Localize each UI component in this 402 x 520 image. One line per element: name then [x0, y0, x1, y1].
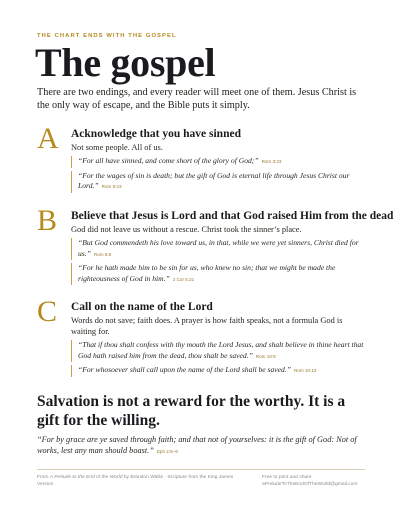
intro-paragraph: There are two endings, and every reader will meet one of them. Jesus Christ is the only way of escape, and the Bible puts it simply. — [37, 87, 357, 111]
step-content — [71, 128, 367, 193]
scripture-quote — [71, 171, 367, 193]
source-suffix: by Brandon Wallis · Scripture from the King James Version — [37, 475, 234, 487]
step-subtitle: Not some people. All of us. — [71, 143, 163, 152]
quote-text: “For the wages of sin is death; but the gift of God is eternal life through Jesus Christ our Lord.” — [78, 170, 350, 190]
section-kicker: THE CHART ENDS WITH THE GOSPEL — [37, 33, 177, 39]
book-title: A Prelude to the End of the World — [49, 475, 123, 480]
scripture-reference: Rom 10:13 — [293, 368, 317, 373]
scripture-reference: Rom 6:23 — [101, 184, 122, 189]
step-letter: A — [37, 122, 59, 155]
scripture-reference: Rom 10:9 — [255, 353, 276, 359]
scripture-quote — [71, 263, 367, 285]
quote-text: “But God commendeth his love toward us, in that, while we were yet sinners, Christ died for us.” — [78, 238, 359, 258]
scripture-reference: Rom 5:8 — [93, 251, 112, 257]
step-content — [71, 210, 394, 285]
step-title: Acknowledge that you have sinned — [71, 128, 241, 140]
quote-text: “For by grace are ye saved through faith; and that not of yourselves: it is the gift of God: Not of works, lest any man should boast.” — [37, 435, 357, 455]
source-prefix: From — [37, 475, 50, 480]
step-letter: C — [37, 295, 58, 328]
scripture-reference: Rom 3:23 — [261, 159, 282, 164]
contact-email: aPreludeToTheEndOfTheWorld@gmail.com — [262, 482, 358, 487]
scripture-reference: 2 Cor 5:21 — [172, 276, 195, 282]
scripture-quote — [71, 156, 367, 168]
step-content — [71, 301, 367, 377]
footer-share — [262, 474, 372, 488]
quote-text: “That if thou shalt confess with thy mouth the Lord Jesus, and shalt believe in thine heart that God hath raised him from the dead, thou shalt be saved.” — [78, 340, 364, 360]
step-title: Call on the name of the Lord — [71, 301, 213, 313]
quote-text: “For whosoever shall call upon the name of the Lord shall be saved.” — [78, 365, 291, 374]
closing-quote — [37, 434, 367, 457]
scripture-quote — [71, 340, 367, 362]
quote-text: “For all have sinned, and come short of the glory of God;” — [78, 156, 259, 165]
share-note: Free to print and share — [262, 475, 312, 480]
step-subtitle: Words do not save; faith does. A prayer is how faith speaks, not a formula God is waiting for. — [71, 316, 343, 336]
closing-heading: Salvation is not a reward for the worthy. It is a gift for the willing. — [37, 393, 346, 429]
footer-source — [37, 474, 242, 488]
scripture-quote — [71, 238, 367, 260]
page-title: The gospel — [35, 40, 216, 85]
footer-divider — [37, 469, 365, 470]
step-subtitle: God did not leave us without a rescue. Christ took the sinner’s place. — [71, 225, 302, 234]
step-letter: B — [37, 204, 58, 237]
scripture-quote — [71, 365, 367, 377]
step-title: Believe that Jesus is Lord and that God raised Him from the dead — [71, 210, 394, 222]
quote-text: “For he hath made him to be sin for us, who knew no sin; that we might be made the righteousness of God in him.” — [78, 263, 336, 283]
scripture-reference: Eph 2:8–9 — [156, 449, 178, 454]
